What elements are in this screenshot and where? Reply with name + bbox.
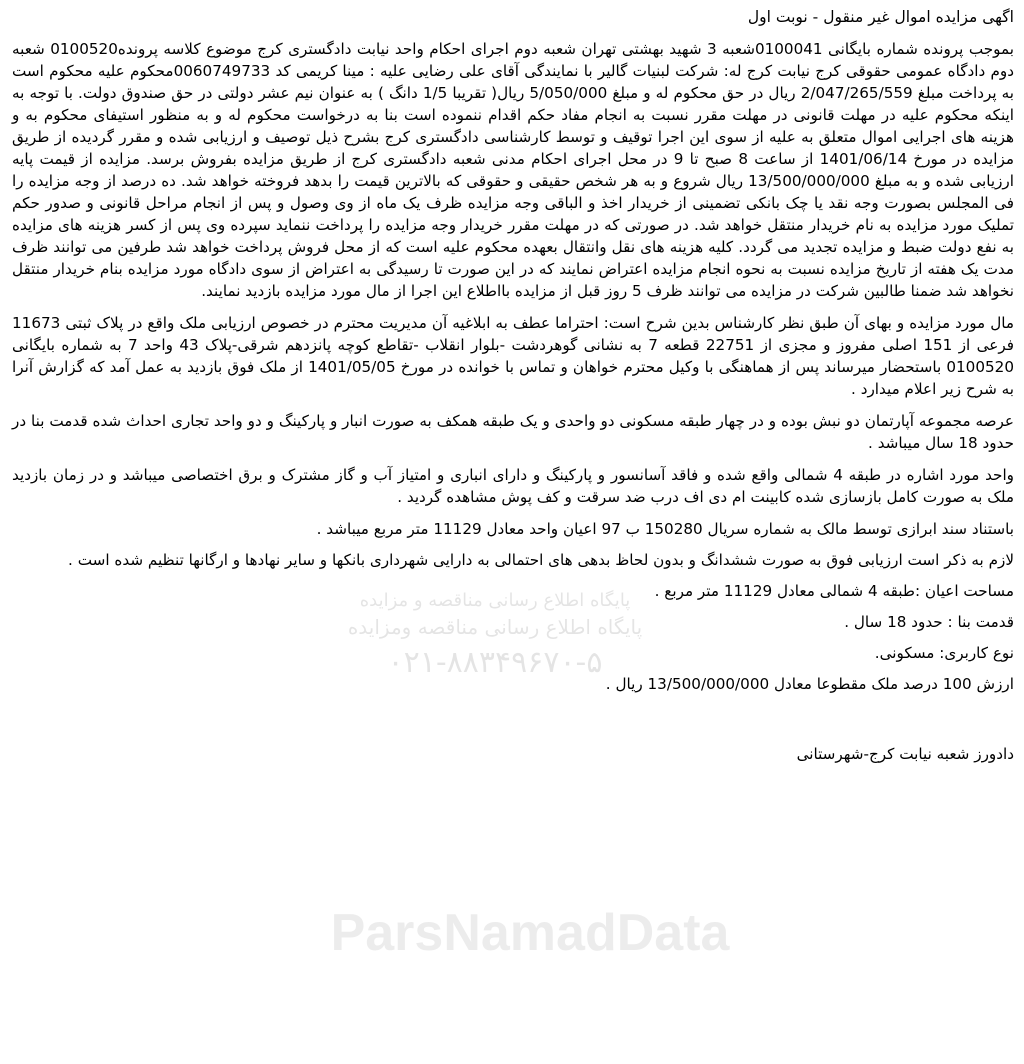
watermark-phone: ۰۲۱-۸۸۳۴۹۶۷۰-۵ <box>387 645 603 680</box>
paragraph-expert-report: مال مورد مزایده و بهای آن طبق نظر کارشناس بدین شرح است: احتراما عطف به ابلاغیه آن مدیریت محترم در خصوص ارزیابی ملک واقع در پلاک ثبتی 11673 فرعی از 151 اصلی مفروز و مجزی از 22751 قطعه 7 به نشانی گوهردشت -بلوار انقلاب -تقاطع کوچه پانزدهم شرقی-پلاک 43 واحد 7 به شماره بایگانی 0100520 باستحضار میرساند پس از هماهنگی با وکیل محترم خواهان و تماس با خوانده در مورخ 1401/05/05 از ملک فوق بازدید به عمل آمد که گزارش آنرا به شرح زیر اعلام میدارد . <box>12 314 1015 398</box>
notice-title: اگهی مزایده اموال غیر منقول - نوبت اول <box>747 8 1014 26</box>
line-valuation-note: لازم به ذکر است ارزیابی فوق به صورت ششدانگ و بدون لحاظ بدهی های احتمالی به دارایی شهرداری بانکها و سایر نهادها و ارگانها تنظیم شده است . <box>68 551 1014 569</box>
paragraph-unit-description: واحد مورد اشاره در طبقه 4 شمالی واقع شده و فاقد آسانسور و پارکینگ و دارای انباری و امتیاز آب و گاز مشترک و برق اختصاصی میباشد و در زمان بازدید ملک به صورت کامل بازسازی شده کابینت ام دی اف درب ضد سرقت و کف پوش مشاهده گردید . <box>12 466 1014 506</box>
paragraph-building-description: عرصه مجموعه آپارتمان دو نبش بوده و در چهار طبقه مسکونی دو واحدی و یک طبقه همکف به صورت انبار و پارکینگ و دو واحد تجاری احداث شده قدمت بنا در حدود 18 سال میباشد . <box>12 412 1014 452</box>
watermark-line-1: پایگاه اطلاع رسانی مناقصه و مزایده <box>359 590 631 611</box>
line-area: مساحت اعیان :طبقه 4 شمالی معادل 11129 متر مربع . <box>654 582 1014 600</box>
line-usage: نوع کاربری: مسکونی. <box>874 644 1014 662</box>
line-building-age: قدمت بنا : حدود 18 سال . <box>844 613 1014 631</box>
signature: دادورز شعبه نیابت کرج-شهرستانی <box>796 745 1014 763</box>
watermark-line-2: پایگاه اطلاع رسانی مناقصه ومزایده <box>347 615 643 639</box>
paragraph-auction-terms: بموجب پرونده شماره بایگانی 0100041شعبه 3 شهید بهشتی تهران شعبه دوم اجرای احکام واحد نیابت دادگستری کرج موضوع کلاسه پرونده0100520 شعبه دوم دادگاه عمومی حقوقی کرج نیابت کرج له: شرکت لبنیات گالیر با نمایندگی آقای علی رضایی علیه : مینا کریمی کد 0060749733محکوم علیه محکوم است به پرداخت مبلغ 2/047/265/559 ریال در حق محکوم له و مبلغ 5/050/000 ریال( تقریبا 1/5 دانگ ) به عنوان نیم عشر دولتی در حق صندوق دولت. با توجه به اینکه محکوم علیه در مهلت قانونی در مهلت مقرر نسبت به انجام مفاد حکم اقدام ننموده است بنا به درخواست محکوم له و به منظور استیفای محکوم به و هزینه های اجرایی اموال متعلق به علیه از سوی این اجرا توقیف و توسط کارشناسی دادگستری کرج بشرح ذیل توصیف و ارزیابی شده و مقرر گردیده از طریق مزایده در مورخ 1401/06/14 از ساعت 8 صبح تا 9 در محل اجرای احکام مدنی شعبه دادگستری کرج از طریق مزایده بفروش برسد. مزایده از قیمت پایه ارزیابی شده و به مبلغ 13/500/000/000 ریال شروع و به هر شخص حقیقی و حقوقی که بالاترین قیمت را بدهد فروخته خواهد شد. ده درصد از وجه مزایده را فی المجلس بصورت وجه نقد یا چک بانکی تضمینی از خریدار اخذ و الباقی وجه مزایده ظرف یک ماه از وی وصول و پس از انجام مراحل قانونی و صدور حکم تملیک مورد مزایده به نام خریدار منتقل خواهد شد. در صورتی که در مهلت مقرر خریدار وجه مزایده را پرداخت ننماید سپرده وی پس از کسر هزینه های مزایده به نفع دولت ضبط و مزایده تجدید می گردد. کلیه هزینه های نقل وانتقال بعهده محکوم علیه است که از محل فروش پرداخت خواهد شد طرفین می توانند ظرف مدت یک هفته از تاریخ مزایده نسبت به نحوه انجام مزایده اعتراض نمایند که در این صورت تا رسیدگی به اعتراض از سوی دادگاه مورد مزایده بنام خریدار منتقل نخواهد شد ضمنا طالبین شرکت در مزایده می توانند ظرف 5 روز قبل از مزایده بااطلاع این اجرا از مال مورد مزایده بازدید نمایند. <box>12 40 1015 300</box>
watermark-logo-text: ParsNamadData <box>330 904 730 962</box>
line-deed: باستناد سند ابرازی توسط مالک به شماره سریال 150280 ب 97 اعیان واحد معادل 11129 متر مربع میباشد . <box>316 520 1014 538</box>
line-property-value: ارزش 100 درصد ملک مقطوعا معادل 13/500/000/000 ریال . <box>605 675 1014 693</box>
